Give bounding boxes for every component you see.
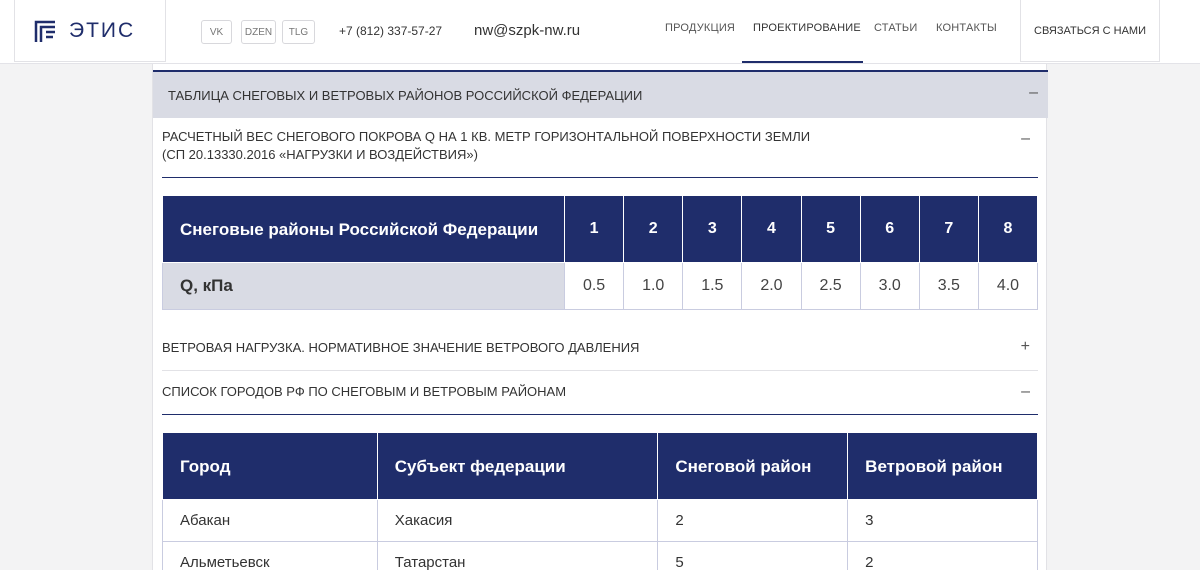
snow-region-header: 6	[860, 196, 919, 263]
snow-title-line1: РАСЧЕТНЫЙ ВЕС СНЕГОВОГО ПОКРОВА Q НА 1 КВ. МЕТР ГОРИЗОНТАЛЬНОЙ ПОВЕРХНОСТИ ЗЕМЛИ	[162, 129, 811, 144]
header-city: Город	[163, 433, 378, 500]
logo-text: ЭТИС	[69, 18, 136, 42]
snow-region-header: 8	[978, 196, 1037, 263]
wind-region-cell: 2	[848, 542, 1038, 570]
snow-row-label: Q, кПа	[163, 263, 565, 310]
snow-region-header: 4	[742, 196, 801, 263]
header-wind-region: Ветровой район	[848, 433, 1038, 500]
collapse-icon[interactable]: –	[1021, 383, 1030, 400]
snow-region-header: 5	[801, 196, 860, 263]
city-cell: Абакан	[163, 500, 378, 542]
subject-cell: Татарстан	[377, 542, 658, 570]
social-vk-link[interactable]: VK	[201, 20, 232, 44]
cities-table-header-row	[163, 433, 1038, 500]
table-row	[163, 500, 1038, 542]
snow-value-cell: 1.0	[624, 263, 683, 310]
snow-value-cell: 2.0	[742, 263, 801, 310]
wind-title: ВЕТРОВАЯ НАГРУЗКА. НОРМАТИВНОЕ ЗНАЧЕНИЕ ВЕТРОВОГО ДАВЛЕНИЯ	[162, 340, 640, 355]
social-dzen-link[interactable]: DZEN	[241, 20, 276, 44]
header-snow-region: Снеговой район	[658, 433, 848, 500]
site-header	[0, 0, 1200, 64]
snow-value-cell: 0.5	[565, 263, 624, 310]
divider	[162, 414, 1038, 415]
accordion-wind-header[interactable]	[162, 340, 1038, 355]
snow-table-header-row	[163, 196, 1038, 263]
subject-cell: Хакасия	[377, 500, 658, 542]
logo-mark-icon	[33, 18, 59, 44]
logo[interactable]	[14, 0, 166, 62]
cities-table	[162, 432, 1038, 570]
social-tlg-link[interactable]: TLG	[282, 20, 315, 44]
snow-value-cell: 2.5	[801, 263, 860, 310]
expand-icon[interactable]: +	[1020, 338, 1030, 355]
collapse-icon[interactable]: –	[1021, 130, 1030, 147]
accordion-cities-header[interactable]	[162, 384, 1038, 399]
divider	[162, 370, 1038, 371]
nav-articles[interactable]: СТАТЬИ	[874, 22, 918, 34]
active-nav-indicator	[742, 61, 863, 63]
header-subject: Субъект федерации	[377, 433, 658, 500]
contact-us-button[interactable]: СВЯЗАТЬСЯ С НАМИ	[1020, 0, 1160, 62]
snow-value-cell: 3.0	[860, 263, 919, 310]
nav-products[interactable]: ПРОДУКЦИЯ	[665, 22, 736, 34]
snow-region-header: 2	[624, 196, 683, 263]
collapse-icon[interactable]: –	[1029, 84, 1038, 101]
snow-region-header: 7	[919, 196, 978, 263]
email-link[interactable]: nw@szpk-nw.ru	[474, 22, 581, 39]
accordion-main-title: ТАБЛИЦА СНЕГОВЫХ И ВЕТРОВЫХ РАЙОНОВ РОССИЙСКОЙ ФЕДЕРАЦИИ	[168, 87, 643, 103]
snow-region-cell: 5	[658, 542, 848, 570]
accordion-snow-header[interactable]	[162, 128, 1038, 164]
snow-value-cell: 1.5	[683, 263, 742, 310]
snow-load-table	[162, 195, 1038, 310]
snow-title-line2: (СП 20.13330.2016 «НАГРУЗКИ И ВОЗДЕЙСТВИЯ»)	[162, 147, 478, 162]
phone-link[interactable]: +7 (812) 337-57-27	[339, 24, 443, 38]
content-panel	[152, 64, 1047, 570]
snow-region-header: 3	[683, 196, 742, 263]
city-cell: Альметьевск	[163, 542, 378, 570]
nav-contacts[interactable]: КОНТАКТЫ	[936, 22, 997, 34]
snow-value-cell: 4.0	[978, 263, 1037, 310]
snow-region-header: 1	[565, 196, 624, 263]
snow-table-row	[163, 263, 1038, 310]
table-row	[163, 542, 1038, 570]
snow-value-cell: 3.5	[919, 263, 978, 310]
snow-region-cell: 2	[658, 500, 848, 542]
wind-region-cell: 3	[848, 500, 1038, 542]
nav-design[interactable]: ПРОЕКТИРОВАНИЕ	[753, 22, 861, 34]
accordion-main-header[interactable]	[153, 70, 1048, 118]
divider	[162, 177, 1038, 178]
snow-table-header-label: Снеговые районы Российской Федерации	[163, 196, 565, 263]
cities-title: СПИСОК ГОРОДОВ РФ ПО СНЕГОВЫМ И ВЕТРОВЫМ РАЙОНАМ	[162, 384, 567, 399]
